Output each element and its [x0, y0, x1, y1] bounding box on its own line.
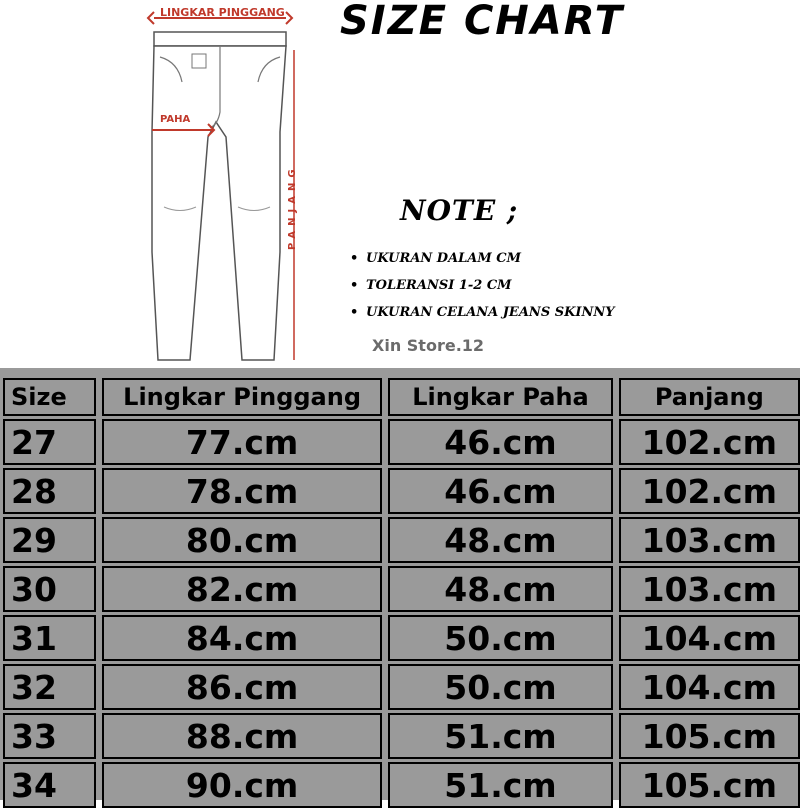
length-cell: 105.cm — [619, 713, 800, 759]
list-item: • UKURAN DALAM CM — [350, 251, 522, 266]
size-cell: 33 — [3, 713, 96, 759]
size-cell: 30 — [3, 566, 96, 612]
size-table-area — [0, 368, 800, 805]
size-cell: 31 — [3, 615, 96, 661]
waist-cell: 82.cm — [102, 566, 382, 612]
thigh-cell: 50.cm — [388, 664, 613, 710]
table-body — [3, 419, 800, 808]
length-cell: 102.cm — [619, 419, 800, 465]
table-header-row — [3, 378, 800, 416]
thigh-cell: 46.cm — [388, 419, 613, 465]
page-title: SIZE CHART — [340, 0, 625, 44]
waist-cell: 90.cm — [102, 762, 382, 808]
list-item: • TOLERANSI 1-2 CM — [350, 278, 512, 293]
size-cell: 34 — [3, 762, 96, 808]
size-cell: 27 — [3, 419, 96, 465]
thigh-cell: 51.cm — [388, 713, 613, 759]
waist-cell: 84.cm — [102, 615, 382, 661]
table-row — [3, 468, 800, 514]
note-title: NOTE ; — [400, 194, 519, 227]
column-header-length: Panjang — [619, 378, 800, 416]
thigh-cell: 46.cm — [388, 468, 613, 514]
table-row — [3, 517, 800, 563]
thigh-cell: 48.cm — [388, 517, 613, 563]
list-item: • UKURAN CELANA JEANS SKINNY — [350, 305, 615, 320]
length-cell: 104.cm — [619, 615, 800, 661]
table-row — [3, 419, 800, 465]
thigh-cell: 48.cm — [388, 566, 613, 612]
table-row — [3, 566, 800, 612]
column-header-size: Size — [3, 378, 96, 416]
column-header-thigh: Lingkar Paha — [388, 378, 613, 416]
table-row — [3, 615, 800, 661]
thigh-label: PAHA — [160, 114, 191, 125]
table-row — [3, 762, 800, 808]
waist-cell: 78.cm — [102, 468, 382, 514]
table-row — [3, 713, 800, 759]
length-cell: 104.cm — [619, 664, 800, 710]
waist-cell: 77.cm — [102, 419, 382, 465]
size-cell: 29 — [3, 517, 96, 563]
length-cell: 105.cm — [619, 762, 800, 808]
size-cell: 28 — [3, 468, 96, 514]
length-cell: 103.cm — [619, 566, 800, 612]
waist-cell: 80.cm — [102, 517, 382, 563]
thigh-cell: 50.cm — [388, 615, 613, 661]
waist-cell: 88.cm — [102, 713, 382, 759]
table-row — [3, 664, 800, 710]
column-header-waist: Lingkar Pinggang — [102, 378, 382, 416]
note-list — [350, 250, 615, 331]
size-cell: 32 — [3, 664, 96, 710]
waist-label: LINGKAR PINGGANG — [160, 6, 285, 19]
thigh-cell: 51.cm — [388, 762, 613, 808]
length-cell: 103.cm — [619, 517, 800, 563]
illustration-area — [0, 0, 800, 368]
waist-cell: 86.cm — [102, 664, 382, 710]
store-name: Xin Store.12 — [372, 336, 485, 355]
length-cell: 102.cm — [619, 468, 800, 514]
size-table — [3, 375, 800, 811]
length-label: PANJANG — [287, 164, 298, 250]
